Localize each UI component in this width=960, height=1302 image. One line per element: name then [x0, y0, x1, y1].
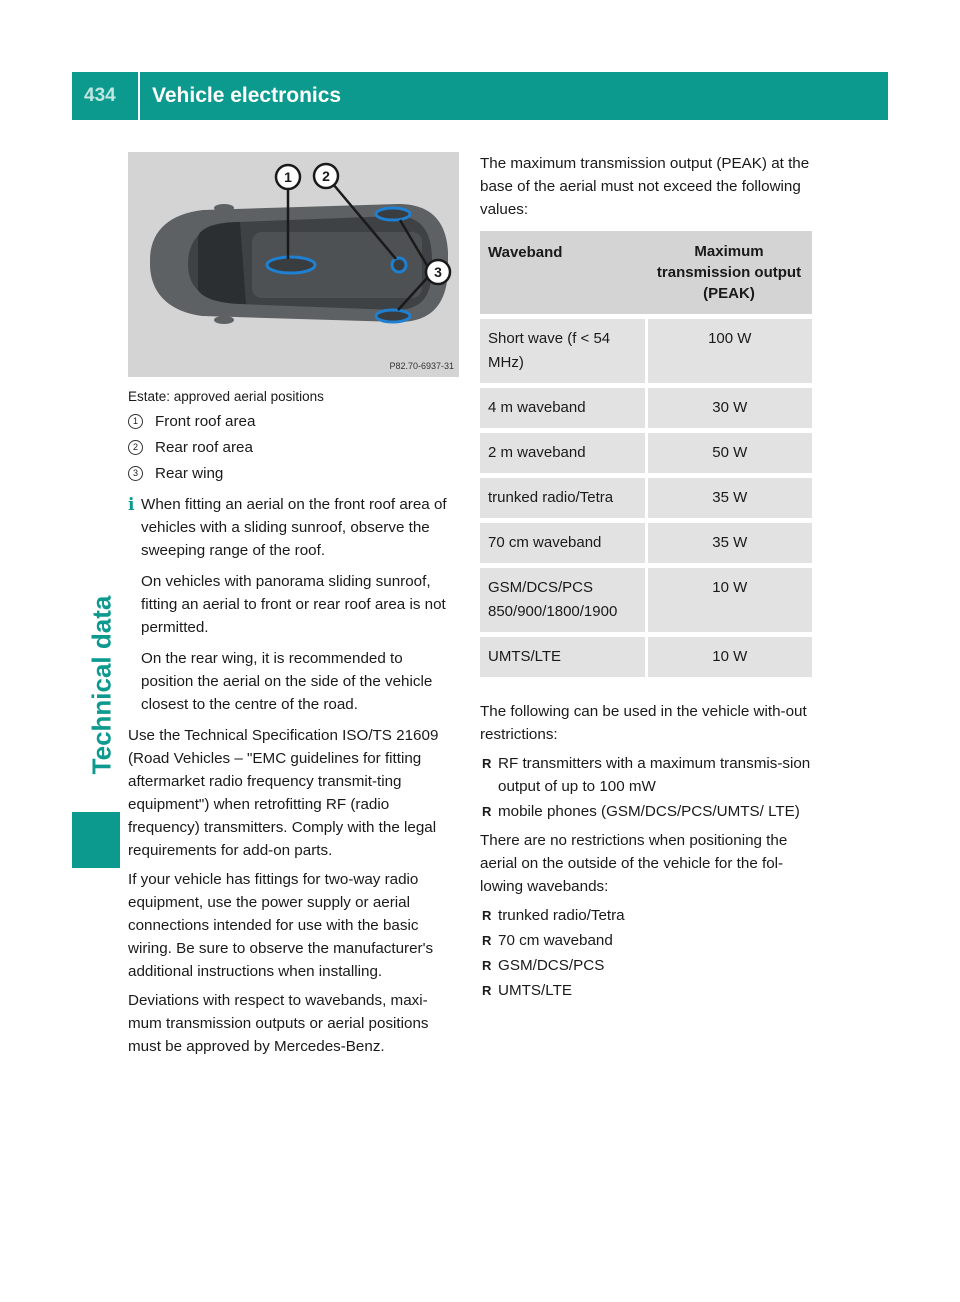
legend-item — [128, 410, 459, 433]
callout-3-icon — [426, 260, 450, 284]
svg-text:2: 2 — [322, 168, 330, 184]
bullet-icon: R — [482, 804, 492, 819]
table-intro: The maximum transmission output (PEAK) at the base of the aerial must not exceed the following values: — [480, 155, 810, 218]
page-header — [72, 72, 888, 120]
sidebar-tab-marker — [72, 812, 120, 868]
info-paragraph: On the rear wing, it is recommended to position the aerial on the side of the vehicle closest to the centre of the road. — [141, 650, 433, 713]
output-cell: 30 W — [646, 386, 812, 431]
bullet-icon: R — [482, 908, 492, 923]
restrictions-list — [480, 752, 812, 823]
list-item: R 70 cm waveband — [480, 929, 812, 952]
waveband-cell: Short wave (f < 54 MHz) — [480, 317, 646, 386]
output-cell: 35 W — [646, 521, 812, 566]
svg-text:1: 1 — [284, 169, 292, 185]
sidebar-section-label: Technical data — [86, 595, 117, 775]
car-roof-figure — [128, 152, 459, 377]
list-item: R trunked radio/Tetra — [480, 904, 812, 927]
bullet-icon: R — [482, 933, 492, 948]
positioning-intro: There are no restrictions when positioning the aerial on the outside of the vehicle for the fol-lowing wavebands: — [480, 832, 788, 895]
waveband-table — [480, 231, 812, 682]
info-note — [128, 493, 459, 716]
legend-number-icon: 3 — [128, 466, 143, 481]
column-header-output: Maximum transmission output (PEAK) — [646, 231, 812, 317]
callout-1-icon — [276, 165, 300, 189]
waveband-cell: 70 cm waveband — [480, 521, 646, 566]
legend-number-icon: 2 — [128, 440, 143, 455]
list-item: R GSM/DCS/PCS — [480, 954, 812, 977]
page-number: 434 — [84, 85, 116, 106]
body-paragraph: Use the Technical Specification ISO/TS 21609 (Road Vehicles – "EMC guidelines for fitting aftermarket radio frequency transmit-ting equipment") when retrofitting RF (radio frequency) transmitters. Comply with the legal requirements for add-on parts. — [128, 727, 439, 859]
info-paragraph: When fitting an aerial on the front roof area of vehicles with a sliding sunroof, observe the sweeping range of the roof. — [141, 496, 447, 559]
list-item: R mobile phones (GSM/DCS/PCS/UMTS/ LTE) — [480, 800, 812, 823]
left-column — [128, 152, 459, 1064]
car-top-view-illustration — [128, 152, 459, 377]
table-row — [480, 431, 812, 476]
figure-image-code: P82.70-6937-31 — [389, 361, 454, 371]
restrictions-intro: The following can be used in the vehicle with-out restrictions: — [480, 703, 807, 743]
output-cell: 35 W — [646, 476, 812, 521]
body-paragraph: If your vehicle has fittings for two-way radio equipment, use the power supply or aerial connections intended for use with the basic wiring. Be sure to observe the manufacturer's additional instructions when installing. — [128, 871, 434, 980]
output-cell: 50 W — [646, 431, 812, 476]
legend-number-icon: 1 — [128, 414, 143, 429]
table-row — [480, 476, 812, 521]
legend-item — [128, 462, 459, 485]
table-row — [480, 635, 812, 680]
list-item: R UMTS/LTE — [480, 979, 812, 1002]
waveband-cell: 2 m waveband — [480, 431, 646, 476]
waveband-cell: trunked radio/Tetra — [480, 476, 646, 521]
svg-text:3: 3 — [434, 264, 442, 280]
section-title: Vehicle electronics — [152, 84, 342, 107]
output-cell: 10 W — [646, 566, 812, 635]
bullet-icon: R — [482, 958, 492, 973]
list-item: R RF transmitters with a maximum transmis-sion output of up to 100 mW — [480, 752, 812, 798]
legend-label: Rear roof area — [155, 439, 253, 456]
waveband-cell: GSM/DCS/PCS 850/900/1800/1900 — [480, 566, 646, 635]
table-row — [480, 566, 812, 635]
info-paragraph: On vehicles with panorama sliding sunroof, fitting an aerial to front or rear roof area is not permitted. — [141, 573, 446, 636]
positioning-list — [480, 904, 812, 1002]
legend-label: Front roof area — [155, 413, 256, 430]
legend-item — [128, 436, 459, 459]
table-header-row — [480, 231, 812, 317]
table-row — [480, 317, 812, 386]
table-row — [480, 386, 812, 431]
legend-label: Rear wing — [155, 465, 224, 482]
info-icon: i — [128, 495, 135, 515]
callout-2-icon — [314, 164, 338, 188]
bullet-icon: R — [482, 756, 492, 771]
table-row — [480, 521, 812, 566]
body-paragraph: Deviations with respect to wavebands, maxi-mum transmission outputs or aerial positions must be approved by Mercedes-Benz. — [128, 992, 429, 1055]
waveband-cell: 4 m waveband — [480, 386, 646, 431]
figure-caption: Estate: approved aerial positions — [128, 389, 324, 404]
output-cell: 100 W — [646, 317, 812, 386]
right-column — [480, 152, 812, 1008]
waveband-cell: UMTS/LTE — [480, 635, 646, 680]
bullet-icon: R — [482, 983, 492, 998]
output-cell: 10 W — [646, 635, 812, 680]
column-header-waveband: Waveband — [480, 231, 646, 317]
